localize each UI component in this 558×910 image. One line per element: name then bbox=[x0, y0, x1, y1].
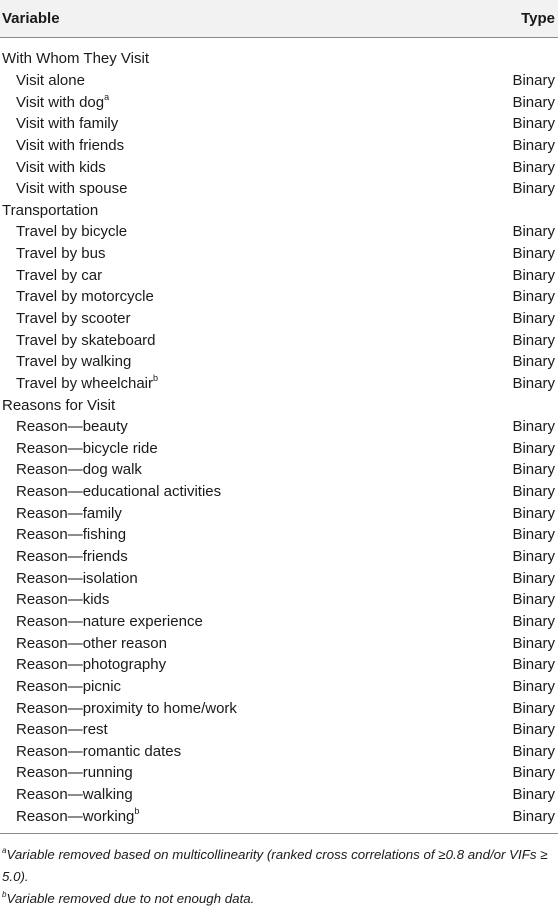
footnote bbox=[2, 888, 558, 910]
variable-name-text: Travel by wheelchair bbox=[16, 374, 153, 392]
footnote-text: Variable removed due to not enough data. bbox=[6, 891, 255, 907]
table-row bbox=[0, 762, 558, 784]
variable-type: Binary bbox=[512, 786, 555, 804]
variable-type: Binary bbox=[512, 266, 555, 284]
variable-name-text: Reason—kids bbox=[16, 591, 110, 609]
variable-name bbox=[0, 70, 85, 91]
variable-type: Binary bbox=[512, 439, 555, 457]
variable-type: Binary bbox=[512, 569, 555, 587]
variable-type: Binary bbox=[512, 223, 555, 241]
variable-name-text: Reason—dog walk bbox=[16, 461, 142, 479]
variable-name bbox=[0, 719, 108, 740]
variable-name bbox=[0, 784, 133, 805]
variable-name bbox=[0, 92, 109, 113]
group-row bbox=[0, 48, 558, 70]
variable-name-text: Visit alone bbox=[16, 71, 85, 89]
variable-name-text: Reason—family bbox=[16, 504, 122, 522]
variable-name bbox=[0, 806, 139, 827]
variable-name-text: Visit with spouse bbox=[16, 180, 128, 198]
table-row bbox=[0, 91, 558, 113]
variable-name bbox=[0, 330, 156, 351]
variable-type: Binary bbox=[512, 93, 555, 111]
variable-name-text: Reason—nature experience bbox=[16, 612, 203, 630]
variable-type: Binary bbox=[512, 115, 555, 133]
variable-name bbox=[0, 546, 128, 567]
variable-name-text: Reason—friends bbox=[16, 548, 128, 566]
variable-name bbox=[0, 178, 127, 199]
table-row bbox=[0, 567, 558, 589]
variable-name bbox=[0, 568, 138, 589]
table-body bbox=[0, 38, 558, 827]
variable-name bbox=[0, 265, 102, 286]
footnote bbox=[2, 844, 558, 888]
variable-type: Binary bbox=[512, 677, 555, 695]
variable-name-text: Visit with dog bbox=[16, 93, 105, 111]
table-row bbox=[0, 784, 558, 806]
variable-name bbox=[0, 351, 131, 372]
variable-type: Binary bbox=[512, 634, 555, 652]
variable-name-text: Travel by walking bbox=[16, 353, 132, 371]
variable-type: Binary bbox=[512, 807, 555, 825]
table-row bbox=[0, 697, 558, 719]
variable-name-text: Visit with family bbox=[16, 115, 119, 133]
variable-type: Binary bbox=[512, 504, 555, 522]
table-row bbox=[0, 286, 558, 308]
variable-name bbox=[0, 459, 142, 480]
variable-type: Binary bbox=[512, 764, 555, 782]
group-label bbox=[0, 395, 115, 416]
table-row bbox=[0, 243, 558, 265]
variable-type: Binary bbox=[512, 353, 555, 371]
table-row bbox=[0, 221, 558, 243]
variable-name bbox=[0, 135, 124, 156]
variable-type: Binary bbox=[512, 71, 555, 89]
variable-type: Binary bbox=[512, 591, 555, 609]
table-row bbox=[0, 329, 558, 351]
variable-name bbox=[0, 611, 203, 632]
table-row bbox=[0, 589, 558, 611]
variable-name-text: Reason—proximity to home/work bbox=[16, 699, 237, 717]
variable-name-text: Travel by scooter bbox=[16, 310, 131, 327]
variable-name bbox=[0, 416, 128, 437]
group-row bbox=[0, 394, 558, 416]
header-type: Type bbox=[521, 10, 555, 27]
table-row bbox=[0, 632, 558, 654]
variable-name-text: Reason—fishing bbox=[16, 526, 127, 544]
variable-name bbox=[0, 438, 158, 459]
table-row bbox=[0, 264, 558, 286]
table-row bbox=[0, 70, 558, 92]
table-footnotes bbox=[0, 834, 558, 910]
variable-name-text: Reason—photography bbox=[16, 656, 167, 674]
variable-type: Binary bbox=[512, 721, 555, 739]
variable-type: Binary bbox=[512, 310, 555, 327]
table-row bbox=[0, 611, 558, 633]
footnote-mark: a bbox=[2, 845, 7, 855]
variable-name-text: Reason—romantic dates bbox=[16, 742, 182, 760]
variable-type: Binary bbox=[512, 483, 555, 501]
variable-name bbox=[0, 157, 106, 178]
variable-type: Binary bbox=[512, 180, 555, 198]
table-row bbox=[0, 741, 558, 763]
variable-name-text: Reason—picnic bbox=[16, 677, 122, 695]
table-row bbox=[0, 351, 558, 373]
table-row bbox=[0, 524, 558, 546]
table-header bbox=[0, 0, 558, 38]
table-row bbox=[0, 156, 558, 178]
variable-name bbox=[0, 481, 221, 502]
variable-type: Binary bbox=[512, 548, 555, 566]
table-row bbox=[0, 481, 558, 503]
footnote-marker: a bbox=[104, 91, 110, 102]
table-row bbox=[0, 308, 558, 330]
variable-name bbox=[0, 373, 158, 394]
variable-name-text: Reason—running bbox=[16, 764, 133, 782]
variable-name bbox=[0, 243, 105, 264]
variable-name-text: With Whom They Visit bbox=[2, 50, 149, 68]
variable-type: Binary bbox=[512, 656, 555, 674]
header-variable: Variable bbox=[2, 10, 60, 27]
variable-type: Binary bbox=[512, 461, 555, 479]
variable-name-text: Reason—isolation bbox=[16, 569, 138, 587]
footnote-text: Variable removed based on multicollinearity (ranked cross correlations of ≥0.8 and/or VIFs ≥ 5.0). bbox=[2, 847, 548, 885]
variable-type: Binary bbox=[512, 612, 555, 630]
table-row bbox=[0, 438, 558, 460]
variable-name bbox=[0, 741, 181, 762]
variable-type: Binary bbox=[512, 699, 555, 717]
group-label bbox=[0, 48, 149, 69]
variable-type: Binary bbox=[512, 418, 555, 436]
group-row bbox=[0, 199, 558, 221]
variable-type: Binary bbox=[512, 374, 555, 392]
table-row bbox=[0, 654, 558, 676]
variable-name bbox=[0, 286, 154, 307]
table-row bbox=[0, 719, 558, 741]
variable-name bbox=[0, 654, 166, 675]
table-row bbox=[0, 113, 558, 135]
table-row bbox=[0, 805, 558, 827]
footnote-marker: b bbox=[134, 805, 140, 816]
variable-name-text: Travel by bus bbox=[16, 245, 106, 263]
variable-type: Binary bbox=[512, 288, 555, 306]
table-row bbox=[0, 546, 558, 568]
variable-name bbox=[0, 633, 167, 654]
variable-name-text: Reason—beauty bbox=[16, 418, 128, 436]
variable-name bbox=[0, 308, 131, 329]
variable-type: Binary bbox=[512, 526, 555, 544]
variable-name-text: Transportation bbox=[2, 201, 99, 219]
variable-name-text: Reason—bicycle ride bbox=[16, 439, 158, 457]
variable-name-text: Visit with friends bbox=[16, 136, 125, 154]
variable-name bbox=[0, 113, 118, 134]
variable-name bbox=[0, 524, 126, 545]
variable-name-text: Travel by motorcycle bbox=[16, 288, 154, 306]
variable-type: Binary bbox=[512, 331, 555, 349]
variable-type: Binary bbox=[512, 158, 555, 176]
variable-name-text: Travel by skateboard bbox=[16, 331, 156, 349]
table-row bbox=[0, 135, 558, 157]
variable-name bbox=[0, 589, 109, 610]
variable-name-text: Reason—other reason bbox=[16, 634, 167, 652]
footnote-marker: b bbox=[153, 372, 159, 383]
variable-name bbox=[0, 221, 127, 242]
table-row bbox=[0, 502, 558, 524]
variable-name bbox=[0, 762, 133, 783]
variable-name-text: Travel by bicycle bbox=[16, 223, 128, 241]
variable-name-text: Visit with kids bbox=[16, 158, 106, 176]
table-row bbox=[0, 373, 558, 395]
table-row bbox=[0, 676, 558, 698]
table-row bbox=[0, 459, 558, 481]
variable-name bbox=[0, 676, 121, 697]
group-label bbox=[0, 200, 98, 221]
variable-name-text: Reason—working bbox=[16, 807, 135, 825]
variable-name-text: Reason—walking bbox=[16, 786, 133, 804]
variable-type: Binary bbox=[512, 136, 555, 154]
variable-type: Binary bbox=[512, 245, 555, 263]
table-row bbox=[0, 416, 558, 438]
variable-name-text: Reason—educational activities bbox=[16, 483, 222, 501]
variable-name bbox=[0, 698, 237, 719]
footnote-mark: b bbox=[2, 889, 7, 899]
variable-type: Binary bbox=[512, 742, 555, 760]
variable-name-text: Travel by car bbox=[16, 266, 103, 284]
variable-name bbox=[0, 503, 122, 524]
variable-name-text: Reason—rest bbox=[16, 721, 108, 739]
variable-name-text: Reasons for Visit bbox=[2, 396, 116, 414]
table-row bbox=[0, 178, 558, 200]
